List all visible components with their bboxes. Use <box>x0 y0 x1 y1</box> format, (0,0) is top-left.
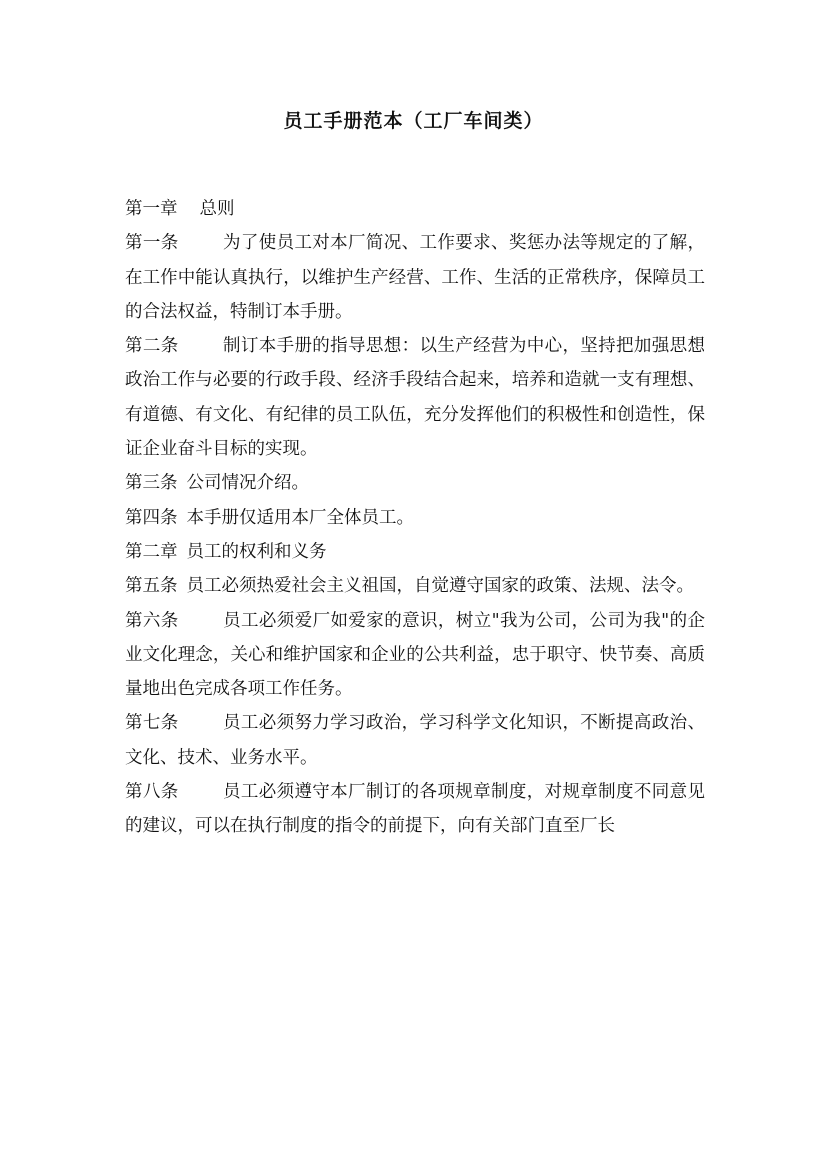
paragraph-label: 第一条 <box>125 233 179 254</box>
article-paragraph <box>125 501 705 535</box>
paragraph-label: 第六条 <box>125 610 179 631</box>
paragraph-text: 公司情况介绍。 <box>186 473 309 494</box>
paragraph-text: 为了使员工对本厂简况、工作要求、奖惩办法等规定的了解，在工作中能认真执行，以维护生产经营、工作、生活的正常秩序，保障员工的合法权益，特制订本手册。 <box>125 233 706 322</box>
paragraph-text: 总则 <box>199 199 235 219</box>
article-paragraph <box>125 706 705 775</box>
article-paragraph <box>125 775 705 844</box>
article-paragraph <box>125 329 705 466</box>
paragraph-text: 员工必须遵守本厂制订的各项规章制度，对规章制度不同意见的建议，可以在执行制度的指令的前提下，向有关部门直至厂长 <box>125 782 706 837</box>
paragraph-text: 员工的权利和义务 <box>186 541 327 562</box>
paragraph-text: 员工必须努力学习政治，学习科学文化知识，不断提高政治、文化、技术、业务水平。 <box>125 713 706 768</box>
document-title: 员工手册范本（工厂车间类） <box>283 110 544 132</box>
paragraph-text: 制订本手册的指导思想：以生产经营为中心，坚持把加强思想政治工作与必要的行政手段、经济手段结合起来，培养和造就一支有理想、有道德、有文化、有纪律的员工队伍，充分发挥他们的积极性和创造性，保证企业奋斗目标的实现。 <box>125 336 706 460</box>
article-paragraph <box>125 604 705 707</box>
chapter-heading <box>125 535 705 569</box>
paragraph-label: 第二章 <box>125 541 178 562</box>
paragraph-label: 第三条 <box>125 473 178 494</box>
paragraph-label: 第五条 <box>125 576 178 597</box>
article-paragraph <box>125 569 705 603</box>
paragraph-text: 员工必须热爱社会主义祖国，自觉遵守国家的政策、法规、法令。 <box>186 576 694 597</box>
article-paragraph <box>125 226 705 329</box>
paragraph-text: 本手册仅适用本厂全体员工。 <box>186 507 414 528</box>
paragraph-label: 第八条 <box>125 782 179 803</box>
article-paragraph <box>125 466 705 500</box>
paragraph-label: 第一章 <box>125 199 178 219</box>
paragraph-label: 第四条 <box>125 507 178 528</box>
chapter-heading <box>125 192 705 226</box>
paragraph-label: 第七条 <box>125 713 179 734</box>
document-body <box>125 192 705 844</box>
paragraph-label: 第二条 <box>125 336 179 357</box>
paragraph-text: 员工必须爱厂如爱家的意识，树立"我为公司，公司为我"的企业文化理念，关心和维护国家和企业的公共利益，忠于职守、快节奏、高质量地出色完成各项工作任务。 <box>125 610 705 700</box>
